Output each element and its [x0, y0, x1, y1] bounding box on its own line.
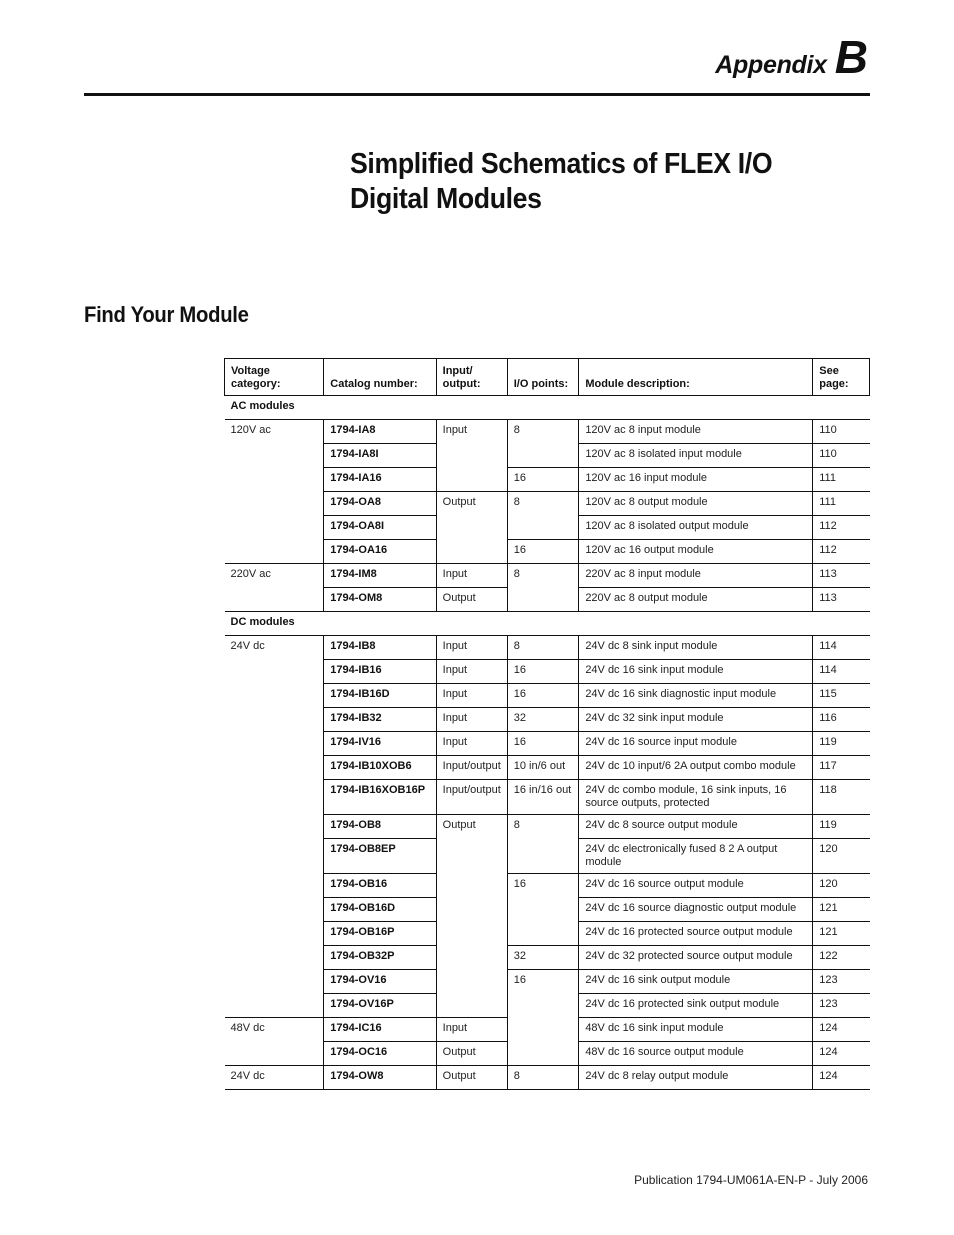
page-cell: 124 — [813, 1018, 870, 1042]
voltage-cell: 24V dc — [225, 636, 324, 1018]
io-type-cell: Input/output — [436, 780, 507, 815]
io-points-cell: 8 — [507, 492, 579, 540]
io-type-cell: Input — [436, 708, 507, 732]
io-points-cell: 16 — [507, 660, 579, 684]
description-cell: 24V dc electronically fused 8 2 A output module — [579, 839, 813, 874]
io-points-cell: 8 — [507, 420, 579, 468]
catalog-number-cell: 1794-IV16 — [324, 732, 436, 756]
io-type-cell: Output — [436, 1042, 507, 1066]
page-cell: 113 — [813, 588, 870, 612]
io-type-cell: Input — [436, 636, 507, 660]
io-type-cell: Input — [436, 684, 507, 708]
header-io: Input/ output: — [436, 359, 507, 396]
page-cell: 119 — [813, 732, 870, 756]
catalog-number-cell: 1794-OV16 — [324, 970, 436, 994]
io-type-cell: Input/output — [436, 756, 507, 780]
catalog-number-cell: 1794-IC16 — [324, 1018, 436, 1042]
group-label-dc: DC modules — [225, 612, 870, 636]
table-row — [225, 420, 870, 444]
page-cell: 120 — [813, 874, 870, 898]
page-cell: 111 — [813, 492, 870, 516]
appendix-letter: B — [834, 31, 868, 83]
io-points-cell: 8 — [507, 564, 579, 612]
catalog-number-cell: 1794-IB10XOB6 — [324, 756, 436, 780]
description-cell: 24V dc 16 sink input module — [579, 660, 813, 684]
header-voltage: Voltage category: — [225, 359, 324, 396]
description-cell: 24V dc 32 protected source output module — [579, 946, 813, 970]
catalog-number-cell: 1794-OB16 — [324, 874, 436, 898]
catalog-number-cell: 1794-OA8I — [324, 516, 436, 540]
io-type-cell: Input — [436, 1018, 507, 1042]
description-cell: 220V ac 8 output module — [579, 588, 813, 612]
catalog-number-cell: 1794-IB16XOB16P — [324, 780, 436, 815]
page-cell: 120 — [813, 839, 870, 874]
appendix-label — [715, 30, 868, 84]
io-type-cell: Output — [436, 588, 507, 612]
header-description: Module description: — [579, 359, 813, 396]
table-header-row — [225, 359, 870, 396]
description-cell: 120V ac 8 input module — [579, 420, 813, 444]
description-cell: 24V dc combo module, 16 sink inputs, 16 source outputs, protected — [579, 780, 813, 815]
page-cell: 121 — [813, 922, 870, 946]
io-points-cell: 32 — [507, 708, 579, 732]
io-points-cell: 16 — [507, 732, 579, 756]
page-cell: 117 — [813, 756, 870, 780]
description-cell: 24V dc 16 source diagnostic output module — [579, 898, 813, 922]
catalog-number-cell: 1794-OW8 — [324, 1066, 436, 1090]
io-type-cell: Output — [436, 815, 507, 1018]
page-title: Simplified Schematics of FLEX I/O Digital Modules — [350, 148, 773, 215]
module-table — [224, 358, 870, 1090]
io-points-cell: 8 — [507, 815, 579, 874]
catalog-number-cell: 1794-IB16 — [324, 660, 436, 684]
io-type-cell: Input — [436, 420, 507, 492]
appendix-word: Appendix — [715, 51, 827, 79]
catalog-number-cell: 1794-OB8 — [324, 815, 436, 839]
table-row — [225, 636, 870, 660]
voltage-cell: 220V ac — [225, 564, 324, 612]
catalog-number-cell: 1794-OV16P — [324, 994, 436, 1018]
catalog-number-cell: 1794-IM8 — [324, 564, 436, 588]
catalog-number-cell: 1794-OB16D — [324, 898, 436, 922]
io-points-cell: 10 in/6 out — [507, 756, 579, 780]
page-cell: 119 — [813, 815, 870, 839]
io-type-cell: Input — [436, 660, 507, 684]
io-points-cell: 16 — [507, 684, 579, 708]
page-cell: 124 — [813, 1042, 870, 1066]
publication-footer: Publication 1794-UM061A-EN-P - July 2006 — [634, 1173, 868, 1187]
description-cell: 24V dc 8 sink input module — [579, 636, 813, 660]
voltage-cell: 120V ac — [225, 420, 324, 564]
page-cell: 122 — [813, 946, 870, 970]
description-cell: 24V dc 10 input/6 2A output combo module — [579, 756, 813, 780]
page-cell: 114 — [813, 636, 870, 660]
description-cell: 24V dc 16 sink output module — [579, 970, 813, 994]
io-points-cell: 32 — [507, 946, 579, 970]
io-points-cell: 16 — [507, 468, 579, 492]
page-cell: 110 — [813, 420, 870, 444]
io-points-cell: 16 — [507, 874, 579, 946]
io-points-cell: 8 — [507, 636, 579, 660]
description-cell: 48V dc 16 sink input module — [579, 1018, 813, 1042]
io-points-cell: 16 — [507, 540, 579, 564]
io-type-cell: Input — [436, 564, 507, 588]
io-type-cell: Output — [436, 1066, 507, 1090]
catalog-number-cell: 1794-IA8I — [324, 444, 436, 468]
catalog-number-cell: 1794-OB32P — [324, 946, 436, 970]
io-points-cell: 16 in/16 out — [507, 780, 579, 815]
io-points-cell: 16 — [507, 970, 579, 1066]
io-type-cell: Output — [436, 492, 507, 564]
group-label-ac: AC modules — [225, 396, 870, 420]
description-cell: 24V dc 8 source output module — [579, 815, 813, 839]
page-cell: 111 — [813, 468, 870, 492]
description-cell: 120V ac 8 isolated input module — [579, 444, 813, 468]
description-cell: 24V dc 16 protected source output module — [579, 922, 813, 946]
catalog-number-cell: 1794-OA8 — [324, 492, 436, 516]
header-points: I/O points: — [507, 359, 579, 396]
section-heading: Find Your Module — [84, 302, 249, 327]
catalog-number-cell: 1794-OM8 — [324, 588, 436, 612]
catalog-number-cell: 1794-IB32 — [324, 708, 436, 732]
page-cell: 115 — [813, 684, 870, 708]
page-cell: 123 — [813, 970, 870, 994]
description-cell: 24V dc 16 protected sink output module — [579, 994, 813, 1018]
header-catalog: Catalog number: — [324, 359, 436, 396]
catalog-number-cell: 1794-OC16 — [324, 1042, 436, 1066]
voltage-cell: 48V dc — [225, 1018, 324, 1066]
page-cell: 121 — [813, 898, 870, 922]
header-rule — [84, 93, 870, 96]
description-cell: 24V dc 16 source input module — [579, 732, 813, 756]
description-cell: 220V ac 8 input module — [579, 564, 813, 588]
catalog-number-cell: 1794-IA16 — [324, 468, 436, 492]
description-cell: 24V dc 16 sink diagnostic input module — [579, 684, 813, 708]
io-points-cell: 8 — [507, 1066, 579, 1090]
catalog-number-cell: 1794-IB16D — [324, 684, 436, 708]
page-cell: 118 — [813, 780, 870, 815]
group-row-ac — [225, 396, 870, 420]
catalog-number-cell: 1794-IB8 — [324, 636, 436, 660]
page-cell: 123 — [813, 994, 870, 1018]
page-cell: 124 — [813, 1066, 870, 1090]
description-cell: 120V ac 8 isolated output module — [579, 516, 813, 540]
page-cell: 116 — [813, 708, 870, 732]
description-cell: 24V dc 16 source output module — [579, 874, 813, 898]
page-cell: 114 — [813, 660, 870, 684]
description-cell: 120V ac 16 input module — [579, 468, 813, 492]
description-cell: 120V ac 16 output module — [579, 540, 813, 564]
table-row — [225, 1066, 870, 1090]
page-cell: 112 — [813, 540, 870, 564]
description-cell: 24V dc 8 relay output module — [579, 1066, 813, 1090]
catalog-number-cell: 1794-IA8 — [324, 420, 436, 444]
description-cell: 48V dc 16 source output module — [579, 1042, 813, 1066]
group-row-dc — [225, 612, 870, 636]
catalog-number-cell: 1794-OB8EP — [324, 839, 436, 874]
catalog-number-cell: 1794-OB16P — [324, 922, 436, 946]
header-page: See page: — [813, 359, 870, 396]
page-cell: 110 — [813, 444, 870, 468]
voltage-cell: 24V dc — [225, 1066, 324, 1090]
page-cell: 113 — [813, 564, 870, 588]
description-cell: 120V ac 8 output module — [579, 492, 813, 516]
table-row — [225, 564, 870, 588]
description-cell: 24V dc 32 sink input module — [579, 708, 813, 732]
page-cell: 112 — [813, 516, 870, 540]
catalog-number-cell: 1794-OA16 — [324, 540, 436, 564]
io-type-cell: Input — [436, 732, 507, 756]
